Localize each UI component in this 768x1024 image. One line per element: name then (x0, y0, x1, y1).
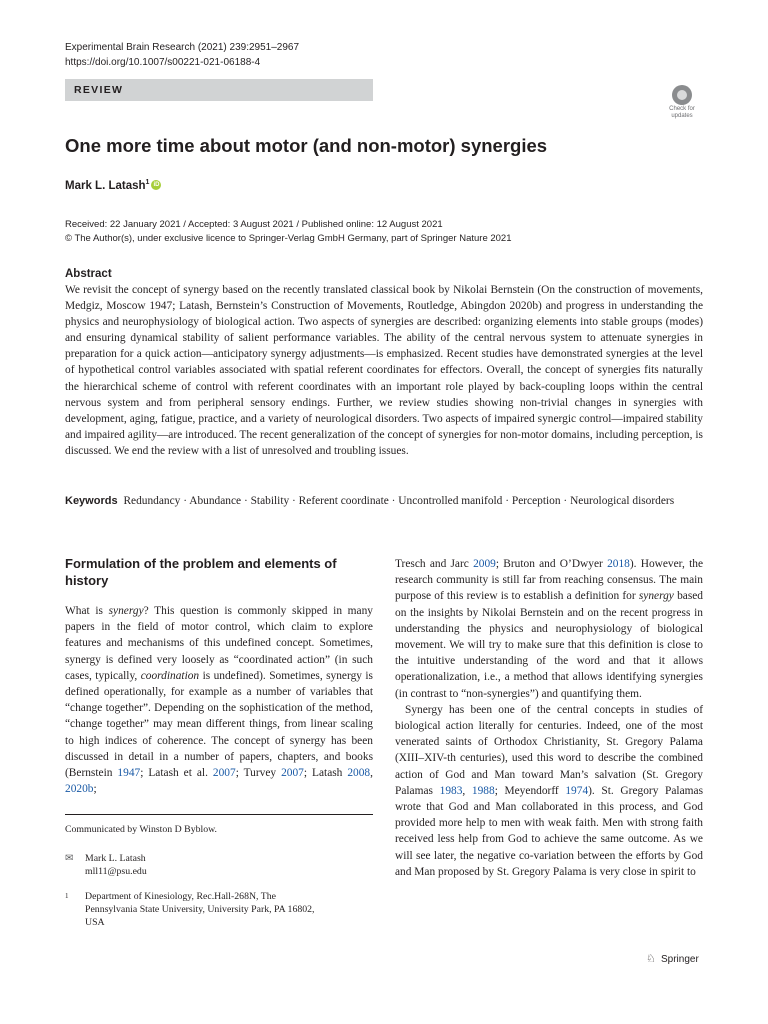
citation-link[interactable]: 2018 (607, 558, 630, 570)
section-heading: Formulation of the problem and elements of history (65, 556, 337, 588)
citation-link[interactable]: 2007 (281, 767, 304, 780)
right-column (395, 556, 703, 880)
corresponding-author (65, 852, 373, 878)
journal-header (65, 40, 299, 70)
keywords-list: Redundancy · Abundance · Stability · Referent coordinate · Uncontrolled manifold · Perception · Neurological disorders (123, 495, 675, 507)
body-paragraph: Synergy has been one of the central concepts in studies of biological action literally for centuries. Indeed, one of the most venerated saints of Orthodox Christianity, St. Gregory Palama (XIII–XIV-th centuries), used this word to describe the combined action of God and Man toward Man’s salvation (St. Gregory Palamas 1983, 1988; Meyendorff 1974). St. Gregory Palamas wrote that God and Man collaborated in this process, and God provided more help to men with weak faith. Men with strong faith received less help from God to achieve the same outcome. As we will see later, the negative co-variation between the efforts by God and Man proposed by St. Gregory Palama is very close in spirit to (395, 703, 703, 878)
citation-link[interactable]: 1983 (439, 784, 463, 797)
citation-link[interactable]: 2008 (347, 767, 371, 780)
citation-link[interactable]: 2009 (473, 558, 496, 570)
body-paragraph: What is synergy? This question is commonly skipped in many papers in the field of motor control, which claim to explore features and mechanisms of this undefined concept. Sometimes, synergy is defined very loosely as “coordinated action” (in such cases, typically, coordination is undefined). Sometimes, synergy is defined operationally, for example as a number of variables that “change together”. Depending on the sophistication of the method, “change together” may mean different things, from linear scaling to high indices of coherence. The concept of synergy has been discussed in detail in a number of papers, chapters, and books (Bernstein 1947; Latash et al. 2007; Turvey 2007; Latash 2008, 2020b; (65, 605, 373, 796)
doi-link[interactable]: https://doi.org/10.1007/s00221-021-06188-4 (65, 57, 261, 68)
affiliation (65, 890, 373, 929)
article-title: One more time about motor (and non-motor) synergies (65, 135, 548, 156)
copyright-notice: © The Author(s), under exclusive licence to Springer-Verlag GmbH Germany, part of Springer Nature 2021 (65, 233, 512, 244)
affiliation-line: USA (85, 917, 105, 928)
springer-horse-icon: ♘ (646, 953, 656, 965)
affiliation-line: Department of Kinesiology, Rec.Hall-268N, The (85, 891, 276, 902)
communicated-by: Communicated by Winston D Byblow. (65, 824, 217, 835)
contact-email[interactable]: mll11@psu.edu (85, 866, 147, 877)
publisher-logo (646, 952, 699, 967)
keywords-label: Keywords (65, 495, 118, 507)
publication-dates: Received: 22 January 2021 / Accepted: 3 August 2021 / Published online: 12 August 2021 (65, 219, 443, 230)
article-type-bar (65, 79, 373, 101)
article-type-label: REVIEW (74, 84, 124, 96)
check-updates-icon (672, 85, 692, 105)
publication-info (65, 218, 512, 246)
footnotes (65, 814, 373, 929)
contact-name: Mark L. Latash (85, 853, 146, 864)
abstract-heading: Abstract (65, 268, 112, 280)
left-column (65, 556, 373, 797)
emphasis: synergy (108, 605, 144, 617)
publisher-name: Springer (661, 954, 699, 965)
citation-link[interactable]: 1974 (565, 784, 589, 797)
citation-link[interactable]: 2007 (212, 767, 236, 780)
journal-citation: Experimental Brain Research (2021) 239:2951–2967 (65, 42, 300, 53)
envelope-icon: ✉ (65, 853, 74, 864)
emphasis: coordination (140, 669, 200, 682)
check-for-updates-badge[interactable] (662, 85, 702, 123)
emphasis: synergy (638, 590, 674, 603)
keywords-section (65, 493, 703, 509)
body-paragraph: Tresch and Jarc 2009; Bruton and O’Dwyer 2018). However, the research community is still far from reaching consensus. The main purpose of this review is to establish a definition for synergy based on the insights by Nikolai Bernstein and on the recent progress in understanding the physics and neurophysiology of biological movement. We will try to make sure that this definition is close to the intuitive understanding of the word and that it allows operationalization, i.e., a method that allows identifying synergies (in contrast to “non-synergies”) and quantifying them. (395, 558, 704, 700)
author-line (65, 178, 161, 194)
abstract-text: We revisit the concept of synergy based on the recently translated classical book by Nikolai Bernstein (On the construction of movements, Medgiz, Moscow 1947; Latash, Bernstein’s Construction of Movements, Routledge, Abingdon 2020b) and progress in understanding the physics and neurophysiology of biological action. Two aspects of synergies are described: organizing elements into stable groups (modes) and ensuring dynamical stability of salient performance variables. The ability of the central nervous system to attenuate synergies in preparation for a quick action—anticipatory synergy adjustments—is emphasized. Recent studies have demonstrated synergies at the level of hypothetical control variables associated with spatial referent coordinates for effectors. Overall, the concept of synergies fits naturally the hierarchical scheme of control with referent coordinates with an important role played by back-coupling loops within the central nervous system and from peripheral sensory endings. Further, we review studies showing non-trivial changes in synergies with development, aging, fatigue, practice, and a variety of neurological disorders. Two aspects of impaired synergic control—impaired stability and impaired agility—are introduced. The recent generalization of the concept of synergies for non-motor domains, including perception, is discussed. We end the review with a list of unresolved and troubling issues. (65, 284, 703, 457)
affiliation-marker: 1 (65, 892, 69, 900)
footnote-divider (65, 814, 373, 815)
affiliation-line: Pennsylvania State University, University Park, PA 16802, (85, 904, 315, 915)
citation-link[interactable]: 2020b (65, 783, 94, 796)
abstract-section (65, 267, 703, 459)
author-affiliation-marker: 1 (145, 179, 150, 187)
citation-link[interactable]: 1947 (117, 767, 141, 780)
citation-link[interactable]: 1988 (471, 784, 495, 797)
author-name[interactable]: Mark L. Latash (65, 180, 146, 192)
orcid-icon[interactable]: iD (153, 181, 160, 188)
check-updates-label: Check for updates (669, 106, 695, 119)
